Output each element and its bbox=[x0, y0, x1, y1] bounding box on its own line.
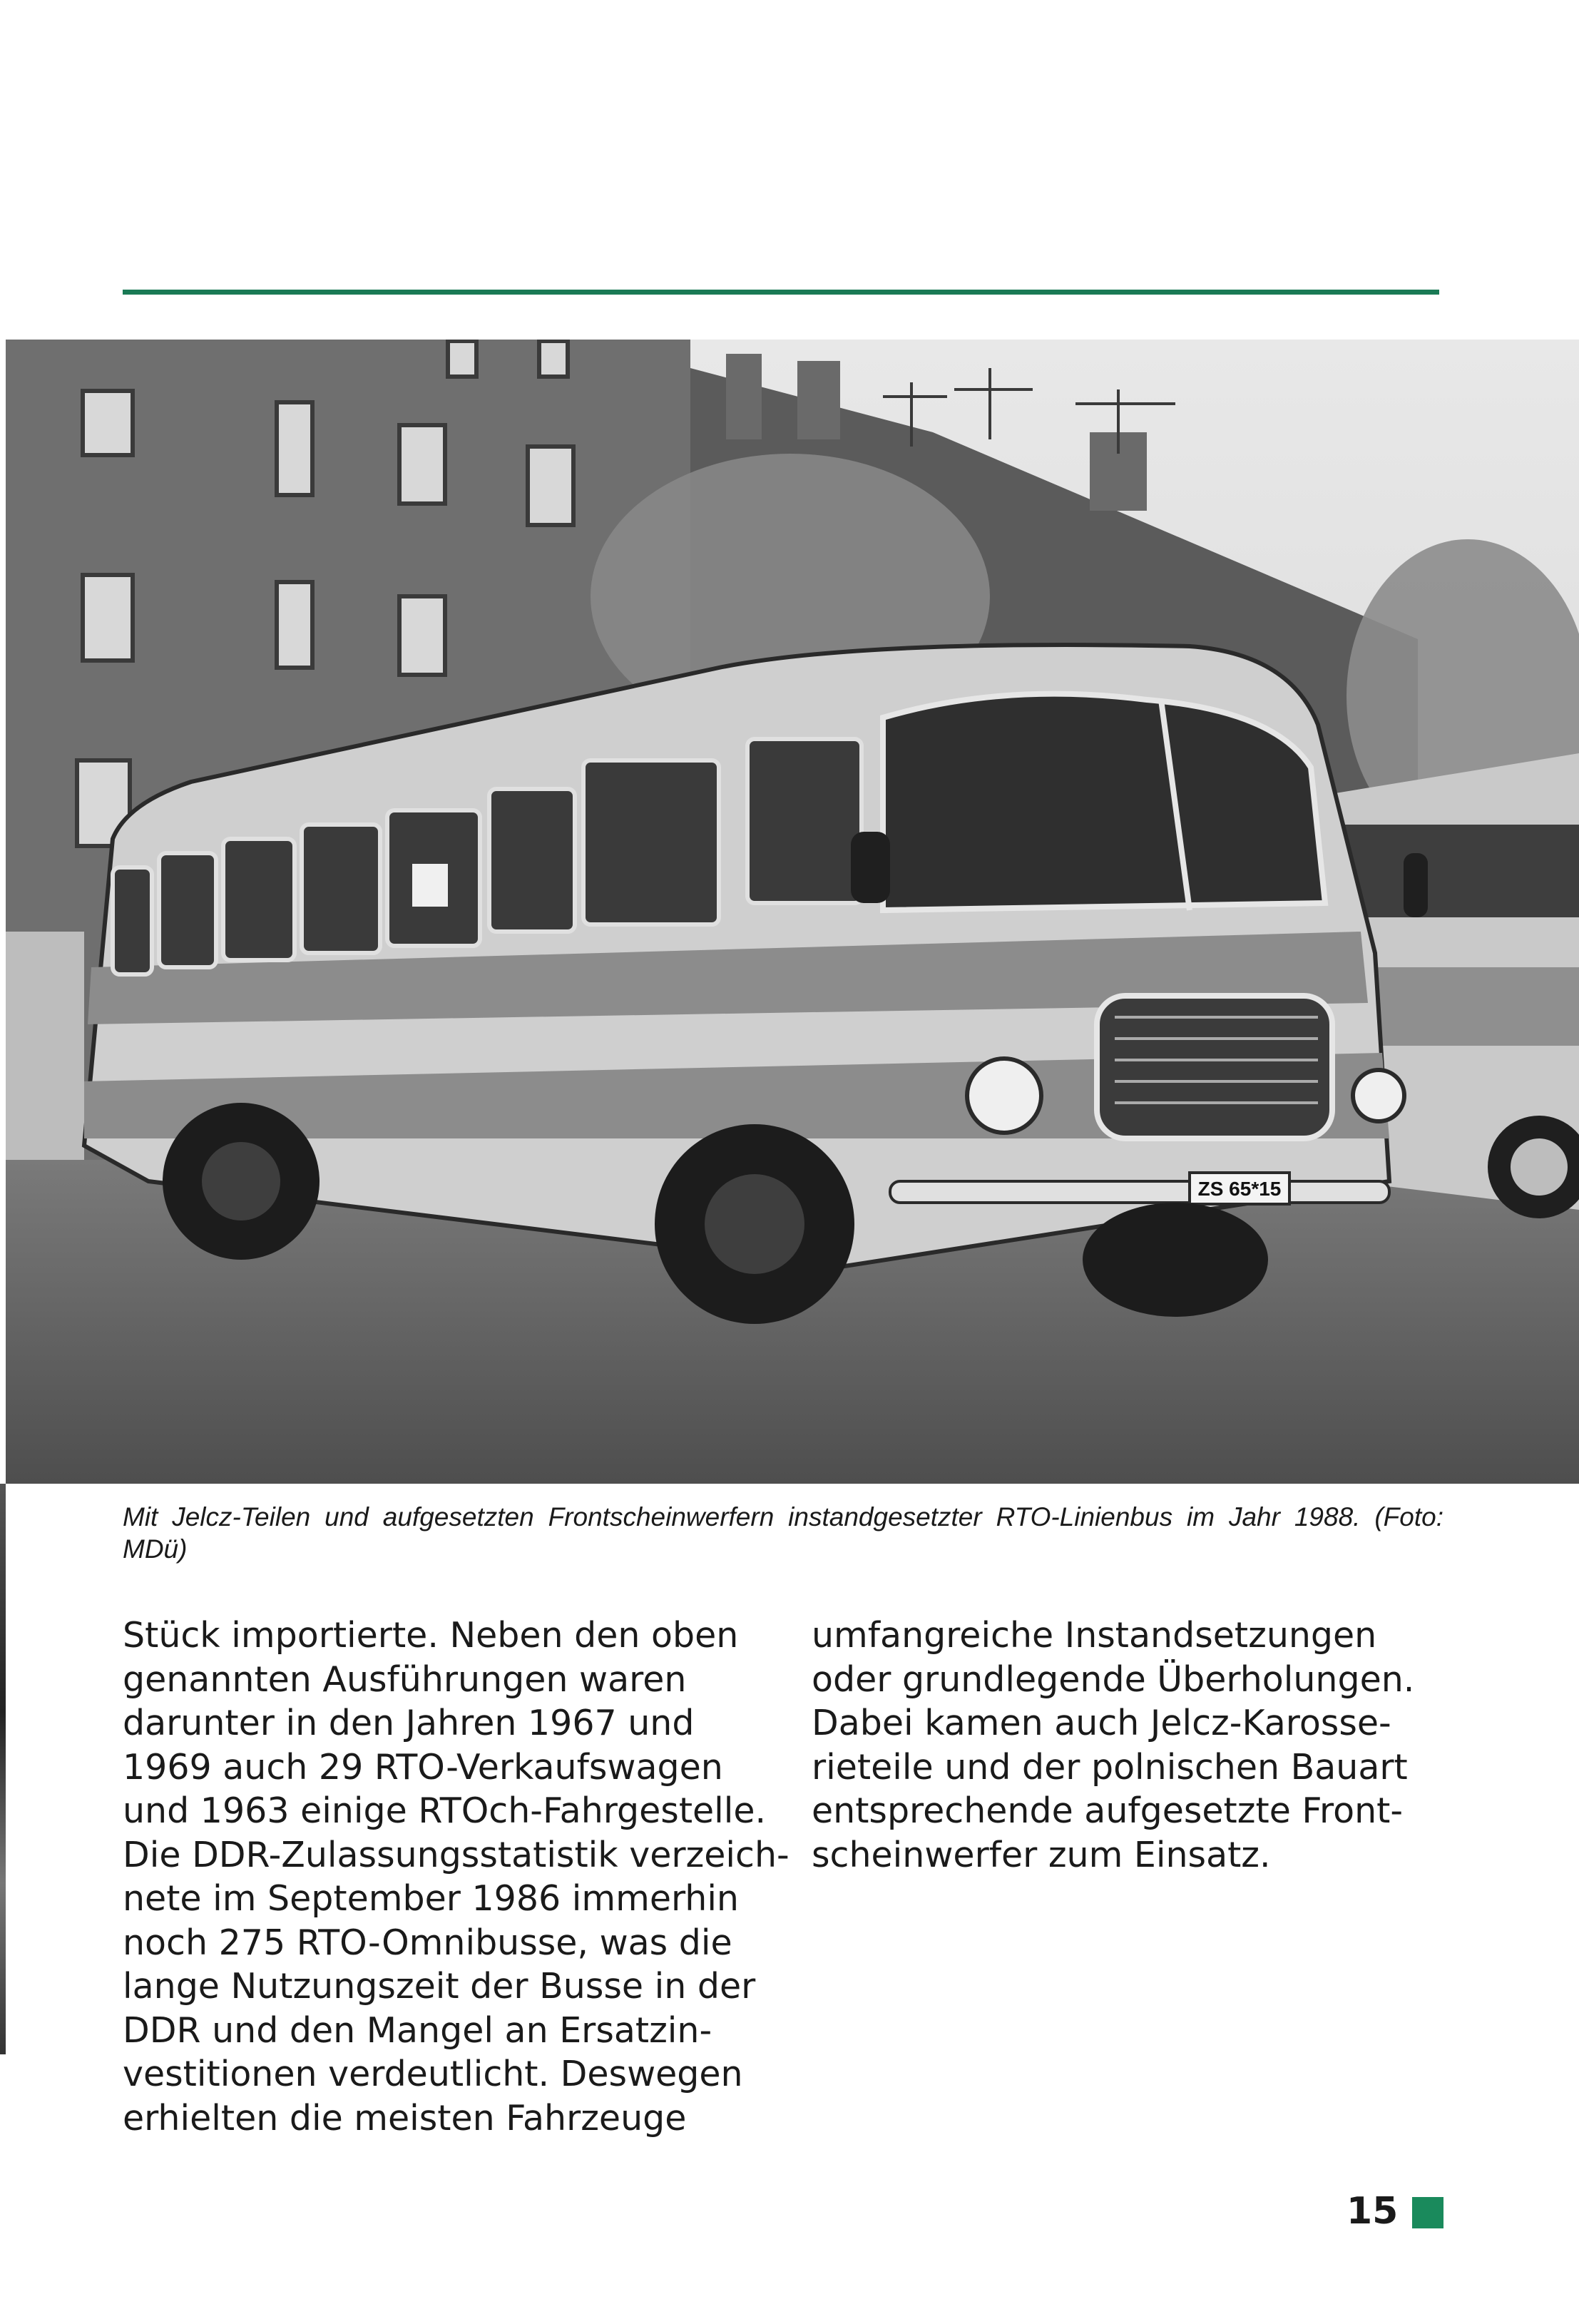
text-line: rieteile und der polnischen Bauart bbox=[812, 1746, 1408, 1788]
text-line: 1969 auch 29 RTO-Verkaufswagen bbox=[123, 1746, 723, 1788]
text-line: genannten Ausführungen waren bbox=[123, 1658, 687, 1700]
text-line: oder grundlegende Überholungen. bbox=[812, 1658, 1415, 1700]
text-line: darunter in den Jahren 1967 und bbox=[123, 1703, 695, 1743]
text-line: vestitionen verdeutlicht. Deswegen bbox=[123, 2054, 743, 2094]
text-line: DDR und den Mangel an Ersatzin- bbox=[123, 2009, 712, 2051]
bus-photo bbox=[6, 340, 1579, 1484]
text-line: entsprechende aufgesetzte Front- bbox=[812, 1790, 1404, 1831]
section-rule bbox=[123, 290, 1439, 295]
text-line: erhielten die meisten Fahrzeuge bbox=[123, 2097, 687, 2139]
page-edge-strip bbox=[0, 1484, 6, 2054]
license-plate: ZS 65*15 bbox=[1197, 1178, 1282, 1200]
text-line: und 1963 einige RTOch-Fahrgestelle. bbox=[123, 1790, 767, 1831]
text-line: Stück importierte. Neben den oben bbox=[123, 1615, 739, 1656]
body-column-left bbox=[123, 1614, 790, 2140]
text-line: lange Nutzungszeit der Busse in der bbox=[123, 1966, 756, 2007]
text-line: Die DDR-Zulassungsstatistik verzeich- bbox=[123, 1834, 790, 1875]
page-number: 15 bbox=[1347, 2190, 1399, 2233]
photo-caption: Mit Jelcz-Teilen und aufgesetzten Frontscheinwerfern instandgesetzter RTO-Linienbus im Jahr 1988. (Foto: MDü) bbox=[123, 1502, 1443, 1564]
text-line: noch 275 RTO-Omnibusse, was die bbox=[123, 1922, 732, 1963]
text-line: Dabei kamen auch Jelcz-Karosse- bbox=[812, 1703, 1391, 1743]
body-column-right bbox=[812, 1614, 1453, 1877]
bus-photo-illustration bbox=[6, 340, 1579, 1484]
page-marker-square bbox=[1412, 2197, 1443, 2228]
text-line: nete im September 1986 immerhin bbox=[123, 1878, 739, 1919]
text-line: scheinwerfer zum Einsatz. bbox=[812, 1834, 1271, 1875]
text-line: umfangreiche Instandsetzungen bbox=[812, 1615, 1377, 1656]
